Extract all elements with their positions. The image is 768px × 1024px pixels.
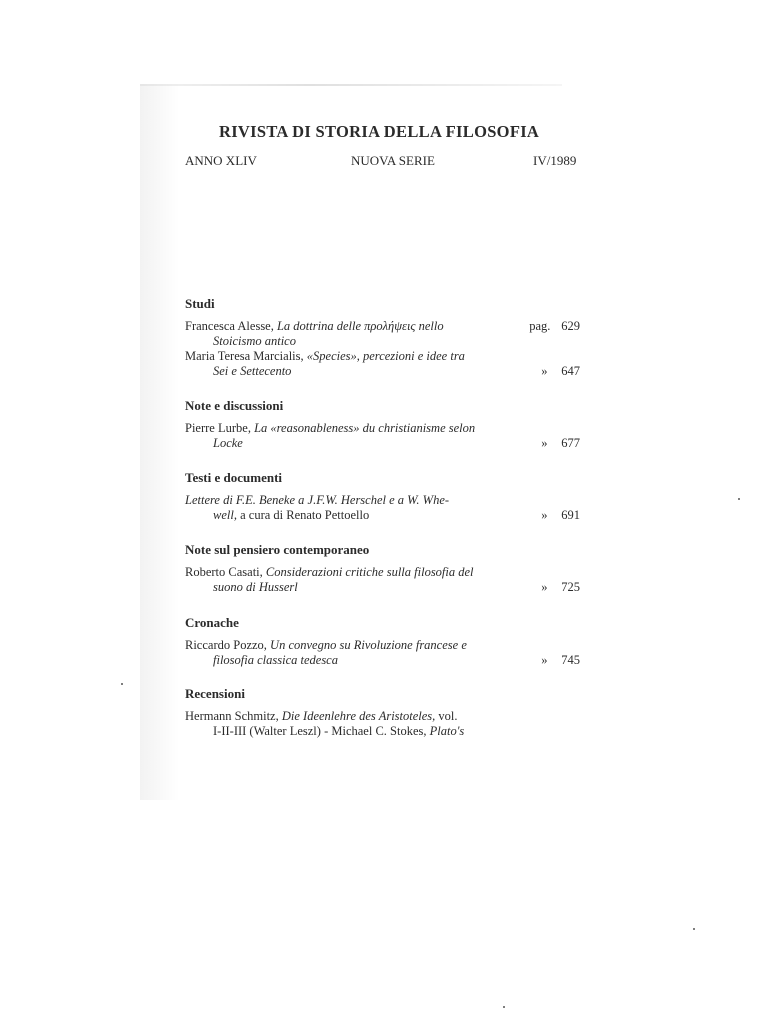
entry-title: Considerazioni critiche sulla filosofia del — [265, 565, 474, 579]
page-marker: » — [541, 653, 548, 667]
section-note-e-discussioni — [185, 398, 580, 451]
section-heading: Note sul pensiero contemporaneo — [185, 542, 370, 557]
entry-title-continued: Sei e Settecento — [213, 364, 292, 378]
section-studi — [185, 296, 580, 379]
section-heading: Studi — [185, 296, 215, 311]
section-heading: Cronache — [185, 615, 239, 630]
scan-speck — [121, 683, 123, 685]
page-number: 725 — [561, 580, 580, 594]
page-marker: pag. — [529, 319, 551, 333]
entry-author: Riccardo Pozzo, — [185, 638, 267, 652]
entry-title-continued: Locke — [213, 436, 243, 450]
issue-number: IV/1989 — [533, 153, 577, 168]
scan-speck — [738, 498, 740, 500]
entry-author: Hermann Schmitz, — [185, 709, 279, 723]
entry-author: Maria Teresa Marcialis, — [185, 349, 304, 363]
entry-reviewer: I-II-III (Walter Leszl) - Michael C. Stokes, — [213, 724, 427, 738]
section-heading: Note e discussioni — [185, 398, 284, 413]
page-number: 691 — [561, 508, 580, 522]
entry-title: La «reasonableness» du christianisme selon — [254, 421, 476, 435]
entry-author: Roberto Casati, — [185, 565, 263, 579]
toc-entry — [185, 319, 580, 349]
entry-title: La dottrina delle προλήψεις nello — [276, 319, 444, 333]
section-note-sul-pensiero-contemporaneo — [185, 542, 580, 595]
toc-entry — [185, 493, 580, 523]
toc-entry — [185, 565, 580, 595]
page-number: 745 — [561, 653, 580, 667]
page-marker: » — [541, 580, 548, 594]
section-testi-e-documenti — [185, 470, 580, 523]
page-top-edge — [140, 84, 562, 86]
section-heading: Testi e documenti — [185, 470, 283, 485]
entry-title: «Species», percezioni e idee tra — [306, 349, 465, 363]
entry-title-continued: Plato's — [429, 724, 465, 738]
scan-speck — [503, 1006, 505, 1008]
entry-author: Pierre Lurbe, — [185, 421, 251, 435]
toc-entry — [185, 421, 580, 451]
year-label: ANNO XLIV — [185, 153, 257, 168]
entry-volume: vol. — [438, 709, 458, 723]
toc-entry — [185, 638, 580, 668]
journal-title: RIVISTA DI STORIA DELLA FILOSOFIA — [219, 122, 540, 141]
entry-title-continued: filosofia classica tedesca — [213, 653, 338, 667]
toc-entry — [185, 349, 580, 379]
page-number: 629 — [561, 319, 580, 333]
section-recensioni — [185, 686, 580, 739]
toc-entry — [185, 709, 580, 739]
page-marker: » — [541, 436, 548, 450]
entry-title-continued: Stoicismo antico — [213, 334, 296, 348]
scan-speck — [693, 928, 695, 930]
page-number: 677 — [561, 436, 580, 450]
entry-title-continued: well, — [213, 508, 237, 522]
entry-title-continued: suono di Husserl — [213, 580, 298, 594]
entry-title: Die Ideenlehre des Aristoteles, — [281, 709, 436, 723]
series-label: NUOVA SERIE — [351, 153, 435, 168]
entry-title: Lettere di F.E. Beneke a J.F.W. Herschel e a W. Whe- — [185, 493, 450, 507]
page-number: 647 — [561, 364, 580, 378]
page-marker: » — [541, 364, 548, 378]
section-heading: Recensioni — [185, 686, 245, 701]
scan-shadow — [140, 84, 180, 800]
entry-editor: a cura di Renato Pettoello — [240, 508, 370, 522]
entry-title: Un convegno su Rivoluzione francese e — [270, 638, 467, 652]
entry-author: Francesca Alesse, — [185, 319, 274, 333]
page-marker: » — [541, 508, 548, 522]
section-cronache — [185, 615, 580, 668]
